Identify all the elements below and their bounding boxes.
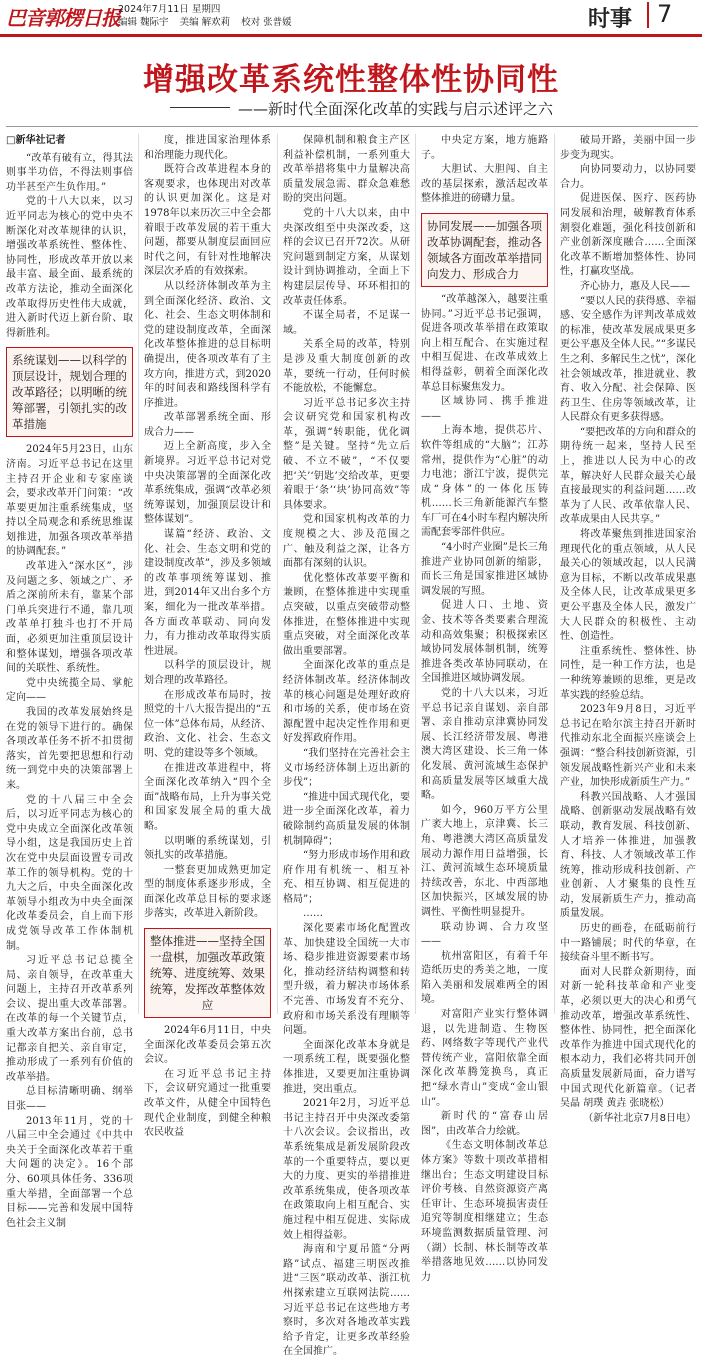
paragraph: 党的十八大以来，习近平总书记亲自谋划、亲自部署、亲自推动京津冀协同发展、长江经济带发展、粤港澳大湾区建设、长三角一体化发展、黄河流域生态保护和高质量发展等区域重大战略。 bbox=[421, 688, 548, 802]
paragraph: “努力形成市场作用和政府作用有机统一、相互补充、相互协调、相互促进的格局”； bbox=[283, 850, 410, 905]
paragraph: “要把改革的方向和群众的期待统一起来，坚持人民至上，推进以人民为中心的改革，解决好人民群众最关心最直接最现实的利益问题……改革为了人民、改革依靠人民、改革成果由人民共享。” bbox=[560, 426, 696, 526]
column-separator bbox=[415, 134, 416, 1014]
section-heading-box: 协同发展——加强各项改革协调配套，推动各领域各方面改革举措同向发力、形成合力 bbox=[421, 213, 548, 287]
article-column-2 bbox=[144, 134, 271, 1139]
paragraph: “改革有破有立，得其法则事半功倍，不得法则事倍功半甚至产生负作用。” bbox=[6, 152, 133, 193]
column-separator bbox=[138, 134, 139, 1014]
paragraph: 促进医保、医疗、医药协同发展和治理，破解教育体系割裂化难题，强化科技创新和产业创新深度融合……全面深化改革不断增加整体性、协同性，打赢攻坚战。 bbox=[560, 193, 696, 278]
paragraph: 习近平总书记总揽全局、亲自领导，在改革重大问题上，主持召开改革系列会议、提出重大改革部署。在改革的每一个关键节点，重大改革方案出台前，总书记都亲自把关、亲自审定，推动形成了一系列有价值的改革举措。 bbox=[6, 955, 133, 1083]
paragraph: 深化要素市场化配置改革、加快建设全国统一大市场、稳步推进资源要素市场化，推动经济结构调整和转型升级，着力解决市场体系不完善、市场发育不充分、政府和市场关系没有理顺等问题。 bbox=[283, 923, 410, 1037]
paragraph: 2024年5月23日，山东济南。习近平总书记在这里主持召开企业和专家座谈会，要求改革开门问策：“改革要更加注重系统集成，坚持以全局观念和系统思维谋划推进，加强各项改革举措的协调配套。” bbox=[6, 444, 133, 558]
article-column-3 bbox=[283, 134, 410, 1358]
paragraph: 科教兴国战略、人才强国战略、创新驱动发展战略有效联动，教育发展、科技创新、人才培养一体推进，加强教育、科技、人才领域改革工作统筹，推动形成科技创新、产业创新、人才聚集的良性互动，发展新质生产力，推动高质量发展。 bbox=[560, 791, 696, 920]
paragraph: 以明晰的系统谋划，引领扎实的改革措施。 bbox=[144, 835, 271, 862]
paragraph: 2023年9月8日，习近平总书记在哈尔滨主持召开新时代推动东北全面振兴座谈会上强调：“整合科技创新资源，引领发展战略性新兴产业和未来产业，加快形成新质生产力。” bbox=[560, 704, 696, 789]
paragraph: 党的十八届三中全会后，以习近平同志为核心的党中央成立全面深化改革领导小组，这是我国历史上首次在党中央层面设置专司改革工作的领导机构。党的十九大之后，中央全面深化改革领导小组改为中央全面深化改革委员会，自上而下形成党领导改革工作体制机制。 bbox=[6, 794, 133, 952]
article-top-rule bbox=[6, 126, 698, 127]
paragraph: 历史的画卷，在砥砺前行中一路铺展；时代的华章，在接续奋斗里不断书写。 bbox=[560, 923, 696, 964]
paragraph: 关系全局的改革，特别是涉及重大制度创新的改革，要统一行动，任何时候不能放松，不能懈怠。 bbox=[283, 339, 410, 395]
section-heading-box: 整体推进——坚持全国一盘棋，加强改革政策统筹、进度统筹、效果统筹，发挥改革整体效应 bbox=[144, 928, 271, 1018]
subheadline-dash bbox=[170, 107, 230, 108]
paragraph: 联动协调、合力攻坚—— bbox=[421, 921, 548, 948]
paragraph: 在推进改革进程中，将全面深化改革纳入“四个全面”战略布局，上升为事关党和国家发展全局的重大战略。 bbox=[144, 762, 271, 832]
paragraph: 改革部署系统全面、形成合力—— bbox=[144, 412, 271, 438]
paragraph: “我们坚持在完善社会主义市场经济体制上迈出新的步伐”； bbox=[283, 747, 410, 789]
paragraph: 党的十八大以来，由中央深改组至中央深改委，这样的会议已召开72次。从研究问题到制定方案，从谋划设计到协调推动，全面上下构建层层传导、环环相扣的改革责任体系。 bbox=[283, 207, 410, 307]
paragraph: 以科学的顶层设计，规划合理的改革路径。 bbox=[144, 660, 271, 686]
subheadline-row bbox=[0, 98, 702, 118]
paragraph: 上海本地，提供芯片、软件等组成的“大脑”；江苏常州，提供作为“心脏”的动力电池；浙江宁波，提供完成“身体”的一体化压铸机……长三角新能源汽车整车厂可在4小时车程内解决所需配套零部件供应。 bbox=[421, 425, 548, 539]
paragraph: 破局开路，美丽中国一步步变为现实。 bbox=[560, 135, 696, 161]
paragraph: 区域协同、携手推进—— bbox=[421, 396, 548, 422]
paragraph: 大胆试、大胆闯、自主改的基层探索，激活起改革整体推进的磅礴力量。 bbox=[421, 164, 548, 205]
paragraph: 海南和宁夏吊篮“分两路”试点、福建三明医改推进“三医”联动改革、浙江杭州探索建立互联网法院……习近平总书记在这些地方考察时，多次对各地改革实践给予肯定，让更多改革经验在全国推广。 bbox=[283, 1244, 410, 1358]
paragraph: 《生态文明体制改革总体方案》等数十项改革措相继出台；生态文明建设目标评价考核、自然资源资产离任审计、生态环境损害责任追究等制度相继建立；生态环境监测数据质量管理、河（湖）长制、林长制等改革举措落地见效……以协同发力 bbox=[421, 1140, 548, 1283]
section-divider bbox=[647, 2, 649, 28]
paragraph: 既符合改革进程本身的客观要求，也体现出对改革的认识更加深化。这是对1978年以来历次三中全会都着眼于改革发展的若干重大问题，都要从制度层面回应时代之问，有针对性地解决深层次矛盾的有效探索。 bbox=[144, 164, 271, 278]
paragraph: 对富阳产业实行整体调退，以先进制造、生物医药、网络数字等现代产业代替传统产业，富阳依靠全面深化改革腾笼换鸟，真正把“绿水青山”变成“金山银山”。 bbox=[421, 1009, 548, 1108]
byline: □新华社记者 bbox=[6, 135, 66, 146]
paragraph: 2021年2月，习近平总书记主持召开中央深改委第十八次会议。会议指出，改革系统集成是新发展阶段改革的一个重要特点，要以更大的力度、更实的举措推进改革系统集成，使各项改革在政策取向上相互配合、实施过程中相互促进、实际成效上相得益彰。 bbox=[283, 1098, 410, 1241]
paragraph: 党的十八大以来，以习近平同志为核心的党中央不断深化对改革规律的认识，增强改革系统性、整体性、协同性，形成改革开放以来最丰富、最全面、最系统的改革方法论，推动全面深化改革取得历史性伟大成就，进入新时代迈上新台阶、取得新胜利。 bbox=[6, 196, 133, 339]
paragraph: “要以人民的获得感、幸福感、安全感作为评判改革成效的标准，使改革发展成果更多更公平惠及全体人民。”“多谋民生之利、多解民生之忧”，深化社会领域改革，推进就业、教育、收入分配、社会保障、医药卫生、住房等领域改革，让人民群众有更多获得感。 bbox=[560, 295, 696, 424]
article-column-4 bbox=[421, 134, 548, 1283]
editor-credit: 编辑 魏际宇 bbox=[118, 17, 169, 28]
paragraph: 面对人民群众新期待，面对新一轮科技革命和产业变革，必须以更大的决心和勇气推动改革，增强改革系统性、整体性、协同性，把全面深化改革作为推进中国式现代化的根本动力，我们必将共同开创高质量发展新局面，奋力谱写中国式现代化新篇章。（记者 吴晶 胡璞 黄垚 张晓松） bbox=[560, 966, 696, 1110]
headline: 增强改革系统性整体性协同性 bbox=[143, 62, 559, 98]
dateline-note: （新华社北京7月8日电） bbox=[583, 1112, 696, 1124]
paragraph: 向协同要动力，以协同要合力。 bbox=[560, 164, 696, 190]
issue-info bbox=[118, 3, 300, 29]
section-heading-box: 系统谋划——以科学的顶层设计，规划合理的改革路径；以明晰的统筹部署，引领扎实的改革措施 bbox=[6, 347, 133, 437]
paragraph: 促进人口、土地、资金、技术等各类要素合理流动和高效集聚；积极探索区域协同发展体制机制，统筹推进各类改革协同联动，在全国推进区域协调发展。 bbox=[421, 600, 548, 685]
paragraph: 2013年11月，党的十八届三中全会通过《中共中央关于全面深化改革若干重大问题的决定》。16个部分、60项具体任务、336项重大举措，全面部署一个总目标——完善和发展中国特色社会主义制 bbox=[6, 1115, 133, 1229]
paragraph: 全面深化改革本身就是一项系统工程，既要强化整体推进，又要更加注重协调推进，突出重点。 bbox=[283, 1039, 410, 1095]
paragraph: …… bbox=[303, 908, 323, 920]
paragraph: “改革越深入，越要注重协同。”习近平总书记强调，促进各项改革举措在政策取向上相互配合、在实施过程中相互促进、在改革成效上相得益彰，朝着全面深化改革总目标聚焦发力。 bbox=[421, 293, 548, 393]
paragraph: “4小时产业圈”是长三角推进产业协同创新的缩影，而长三角是国家推进区域协调发展的写照。 bbox=[421, 542, 548, 597]
paragraph: 谋篇“经济、政治、文化、社会、生态文明和党的建设制度改革”，涉及多领域的改革事项统筹谋划、推进，到2014年又出台多个方案，细化为一批改革举措。各方面改革联动、同向发力，有力推动改革取得实质性进展。 bbox=[144, 529, 271, 657]
paragraph: 度，推进国家治理体系和治理能力现代化。 bbox=[144, 135, 271, 161]
paragraph: 在习近平总书记主持下，会议研究通过一批重要改革文件，从健全中国特色现代企业制度，到健全种粮农民收益 bbox=[144, 1068, 271, 1139]
paragraph: 中央定方案，地方施路子。 bbox=[421, 135, 548, 161]
column-separator bbox=[277, 134, 278, 1014]
issue-date: 2024年7月11日 星期四 bbox=[118, 4, 221, 15]
section-title: 时事 bbox=[588, 7, 633, 32]
paragraph: “推进中国式现代化，要进一步全面深化改革，着力破除制约高质量发展的体制机制障碍”； bbox=[283, 791, 410, 847]
paragraph: 我国的改革发展始终是在党的领导下进行的。确保各项改革任务不折不扣贯彻落实，首先要把思想和行动统一到党中央的决策部署上来。 bbox=[6, 707, 133, 791]
paragraph: 不谋全局者，不足谋一域。 bbox=[283, 310, 410, 336]
page-number: 7 bbox=[657, 0, 673, 28]
article-column-1 bbox=[6, 134, 133, 1229]
proofreader-credit: 校对 张普媛 bbox=[241, 17, 292, 28]
newspaper-name: 巴音郭楞日报 bbox=[6, 6, 120, 30]
paragraph: 优化整体改革要平衡和兼顾，在整体推进中实现重点突破，以重点突破带动整体推进，在整体推进中实现重点突破，对全面深化改革做出重要部署。 bbox=[283, 572, 410, 657]
paragraph: 将改革聚焦到推进国家治理现代化的重点领域，从人民最关心的领域改起，以人民满意为目标，不断以改革成果惠及全体人民，让改革成果更多更公平惠及全体人民，激发广大人民群众的积极性、主动性、创造性。 bbox=[560, 529, 696, 643]
paragraph: 改革进入“深水区”，涉及问题之多、领域之广、矛盾之深前所未有，靠某个部门单兵突进行不通，靠几项改革单打独斗也打不开局面，必须更加注重顶层设计和整体谋划，增强各项改革间的关联性、系统性。 bbox=[6, 561, 133, 675]
paragraph: 注重系统性、整体性、协同性，是一种工作方法，也是一种统筹兼顾的思维，更是改革实践的经验总结。 bbox=[560, 645, 696, 701]
paragraph: 迈上全新高度，步入全新境界。习近平总书记对党中央决策部署的全面深化改革系统集成，强调“改革必须统筹谋划，加强顶层设计和整体谋划”。 bbox=[144, 441, 271, 526]
subheadline: ——新时代全面深化改革的实践与启示述评之六 bbox=[238, 100, 554, 118]
paragraph: 总目标清晰明确、纲举目张—— bbox=[6, 1086, 133, 1113]
paragraph: 如今，960万平方公里广袤大地上，京津冀、长三角、粤港澳大湾区高质量发展动力源作用日益增强，长江、黄河流域生态环境质量持续改善，东北、中西部地区加快振兴，区域发展的协调性、平衡性明显提升。 bbox=[421, 804, 548, 918]
article-column-5 bbox=[560, 134, 696, 1124]
paragraph: 一整套更加成熟更加定型的制度体系逐步形成，全面深化改革总目标的要求逐步落实，改革进入新阶段。 bbox=[144, 864, 271, 920]
masthead-rule bbox=[0, 34, 702, 37]
column-separator bbox=[554, 134, 555, 1014]
paragraph: 在形成改革布局时，按照党的十八大报告提出的“五位一体”总体布局，从经济、政治、文化、社会、生态文明、党的建设等多个领域。 bbox=[144, 689, 271, 759]
paragraph: 全面深化改革的重点是经济体制改革。经济体制改革的核心问题是处理好政府和市场的关系，使市场在资源配置中起决定性作用和更好发挥政府作用。 bbox=[283, 660, 410, 745]
paragraph: 2024年6月11日，中央全面深化改革委员会第五次会议。 bbox=[144, 1025, 271, 1066]
paragraph: 习近平总书记多次主持会议研究党和国家机构改革，强调“转职能，优化调整”是关键。坚持“先立后破、不立不破”，“不仅要把‘关’‘钥匙’交给改革，更要着眼于‘条’‘块’协同高效”等具体要求。 bbox=[283, 397, 410, 511]
masthead bbox=[0, 0, 702, 38]
paragraph: 党中央统揽全局、掌舵定向—— bbox=[6, 677, 133, 704]
paragraph: 保障机制和粮食主产区利益补偿机制，一系列重大改革举措将集中力量解决高质量发展急需、群众急难愁盼的突出问题。 bbox=[283, 135, 410, 205]
paragraph: 齐心协力，惠及人民—— bbox=[580, 280, 690, 292]
paragraph: 新时代的“富春山居图”，由改革合力绘就。 bbox=[421, 1111, 548, 1137]
paragraph: 从以经济体制改革为主到全面深化经济、政治、文化、社会、生态文明体制和党的建设制度改革，全面深化改革整体推进的总目标明确提出，使各项改革有了主攻方向，推进方式，到2020年的时间表和路线图科学有序推进。 bbox=[144, 280, 271, 409]
paragraph: 杭州富阳区，有着千年造纸历史的秀美之地，一度陷入美丽和发展难两全的困境。 bbox=[421, 950, 548, 1006]
designer-credit: 美编 解欢莉 bbox=[179, 17, 231, 28]
paragraph: 党和国家机构改革的力度规模之大、涉及范围之广、触及利益之深，让各方面都有深刻的认识。 bbox=[283, 514, 410, 570]
